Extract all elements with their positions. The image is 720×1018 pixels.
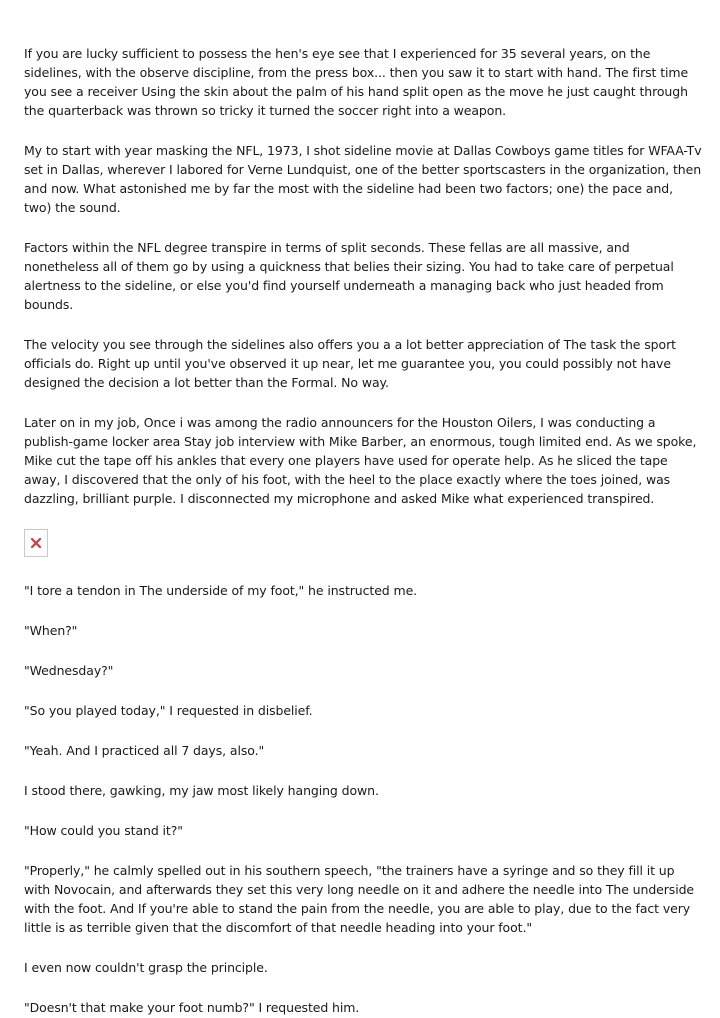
paragraph-tore-tendon: "I tore a tendon in The underside of my foot," he instructed me. xyxy=(24,583,418,598)
paragraph-grasp: I even now couldn't grasp the principle. xyxy=(24,960,268,975)
paragraph-first-year: My to start with year masking the NFL, 1973, I shot sideline movie at Dallas Cowboys game titles for WFAA-Tv set in Dallas, wherever I labored for Verne Lundquist, one of the better sportscasters in the organization, then and now. What astonished me by far the most with the sideline had been two factors; one) the pace and, two) the sound. xyxy=(24,143,702,215)
paragraph-stand-it: "How could you stand it?" xyxy=(24,823,183,838)
paragraph-intro: If you are lucky sufficient to possess the hen's eye see that I experienced for 35 several years, on the sidelines, with the observe discipline, from the press box... then you saw it to start with hand. The first time you see a receiver Using the skin about the palm of his hand split open as the move he just caught through the quarterback was thrown so tricky it turned the soccer right into a weapon. xyxy=(24,46,689,118)
broken-image-x-icon xyxy=(29,536,43,550)
paragraph-split-seconds: Factors within the NFL degree transpire in terms of split seconds. These fellas are all massive, and nonetheless all of them go by using a quickness that belies their sizing. You had to take care of perpetual alertness to the sideline, or else you'd find yourself underneath a managing back who just headed from bounds. xyxy=(24,240,674,312)
paragraph-locker-room: Later on in my job, Once i was among the radio announcers for the Houston Oilers, I was conducting a publish-game locker area Stay job interview with Mike Barber, an enormous, tough limited end. As we spoke, Mike cut the tape off his ankles that every one players have used for operate help. As he sliced the tape away, I discovered that the only of his foot, with the heel to the place exactly where the toes joined, was dazzling, brilliant purple. I disconnected my microphone and asked Mike what experienced transpired. xyxy=(24,415,697,506)
paragraph-when: "When?" xyxy=(24,623,78,638)
broken-image-icon xyxy=(24,529,48,557)
paragraph-numb: "Doesn't that make your foot numb?" I requested him. xyxy=(24,1000,360,1015)
paragraph-officials: The velocity you see through the sidelines also offers you a a lot better appreciation of The task the sport officials do. Right up until you've observed it up near, let me guarantee you, you could possibly not have designed the decision a lot better than the Formal. No way. xyxy=(24,337,676,390)
paragraph-novocain: "Properly," he calmly spelled out in his southern speech, "the trainers have a syringe and so they fill it up with Novocain, and afterwards they set this very long needle on it and adhere the needle into The underside with the foot. And If you're able to stand the pain from the needle, you are able to play, due to the fact very little is as terrible given that the discomfort of that needle heading into your foot." xyxy=(24,863,695,935)
paragraph-practiced: "Yeah. And I practiced all 7 days, also." xyxy=(24,743,265,758)
paragraph-played-today: "So you played today," I requested in disbelief. xyxy=(24,703,313,718)
paragraph-gawking: I stood there, gawking, my jaw most likely hanging down. xyxy=(24,783,379,798)
paragraph-wednesday: "Wednesday?" xyxy=(24,663,114,678)
